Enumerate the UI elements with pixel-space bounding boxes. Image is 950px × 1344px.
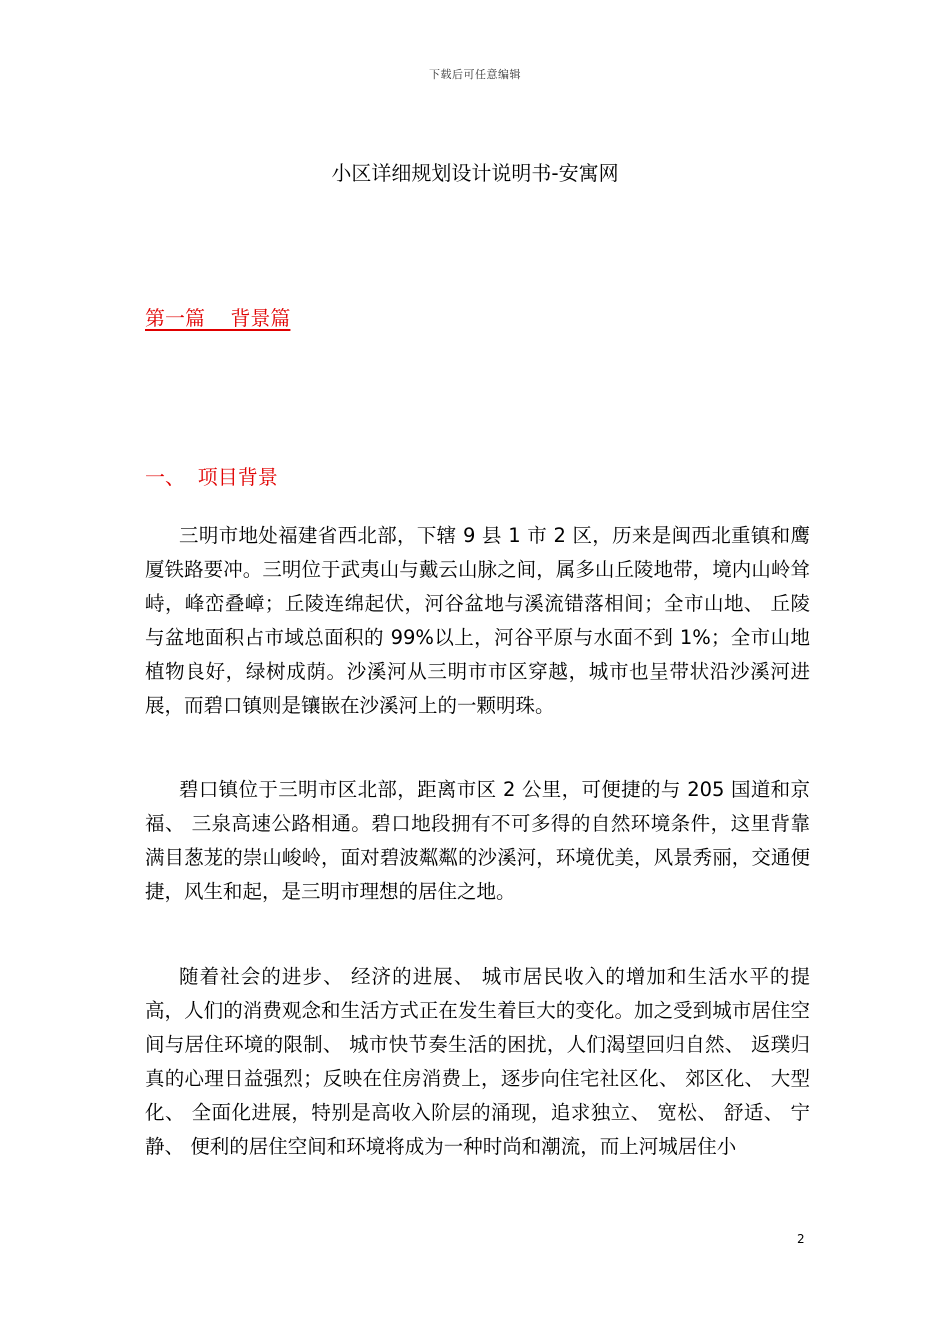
- body-paragraph-3-block: [145, 960, 810, 1164]
- body-paragraph-2-block: [145, 773, 810, 909]
- body-paragraph-1-block: [145, 519, 810, 723]
- part-heading[interactable]: 第一篇 背景篇: [145, 306, 291, 330]
- body-paragraph: 碧口镇位于三明市区北部，距离市区 2 公里，可便捷的与 205 国道和京福、 三泉高速公路相通。碧口地段拥有不可多得的自然环境条件，这里背靠满目葱茏的崇山峻岭，面对碧波粼粼的沙溪河，环境优美，风景秀丽，交通便捷，风生和起，是三明市理想的居住之地。: [145, 778, 810, 903]
- page-header-note: 下载后可任意编辑: [429, 68, 521, 81]
- page-number: 2: [797, 1232, 805, 1246]
- document-title: 小区详细规划设计说明书-安寓网: [331, 161, 619, 185]
- body-paragraph: 随着社会的进步、 经济的进展、 城市居民收入的增加和生活水平的提高，人们的消费观念和生活方式正在发生着巨大的变化。加之受到城市居住空间与居住环境的限制、 城市快节奏生活的困扰，人们渴望回归自然、 返璞归真的心理日益强烈；反映在住房消费上，逐步向住宅社区化、 郊区化、 大型化、 全面化进展，特别是高收入阶层的涌现，追求独立、 宽松、 舒适、 宁静、 便利的居住空间和环境将成为一种时尚和潮流，而上河城居住小: [145, 965, 810, 1158]
- body-paragraph: 三明市地处福建省西北部，下辖 9 县 1 市 2 区，历来是闽西北重镇和鹰厦铁路要冲。三明位于武夷山与戴云山脉之间，属多山丘陵地带，境内山岭耸峙，峰峦叠嶂；丘陵连绵起伏，河谷盆地与溪流错落相间；全市山地、 丘陵与盆地面积占市域总面积的 99%以上，河谷平原与水面不到 1%；全市山地植物良好，绿树成荫。沙溪河从三明市市区穿越，城市也呈带状沿沙溪河进展，而碧口镇则是镶嵌在沙溪河上的一颗明珠。: [145, 524, 810, 717]
- section-heading: 一、 项目背景: [145, 465, 278, 489]
